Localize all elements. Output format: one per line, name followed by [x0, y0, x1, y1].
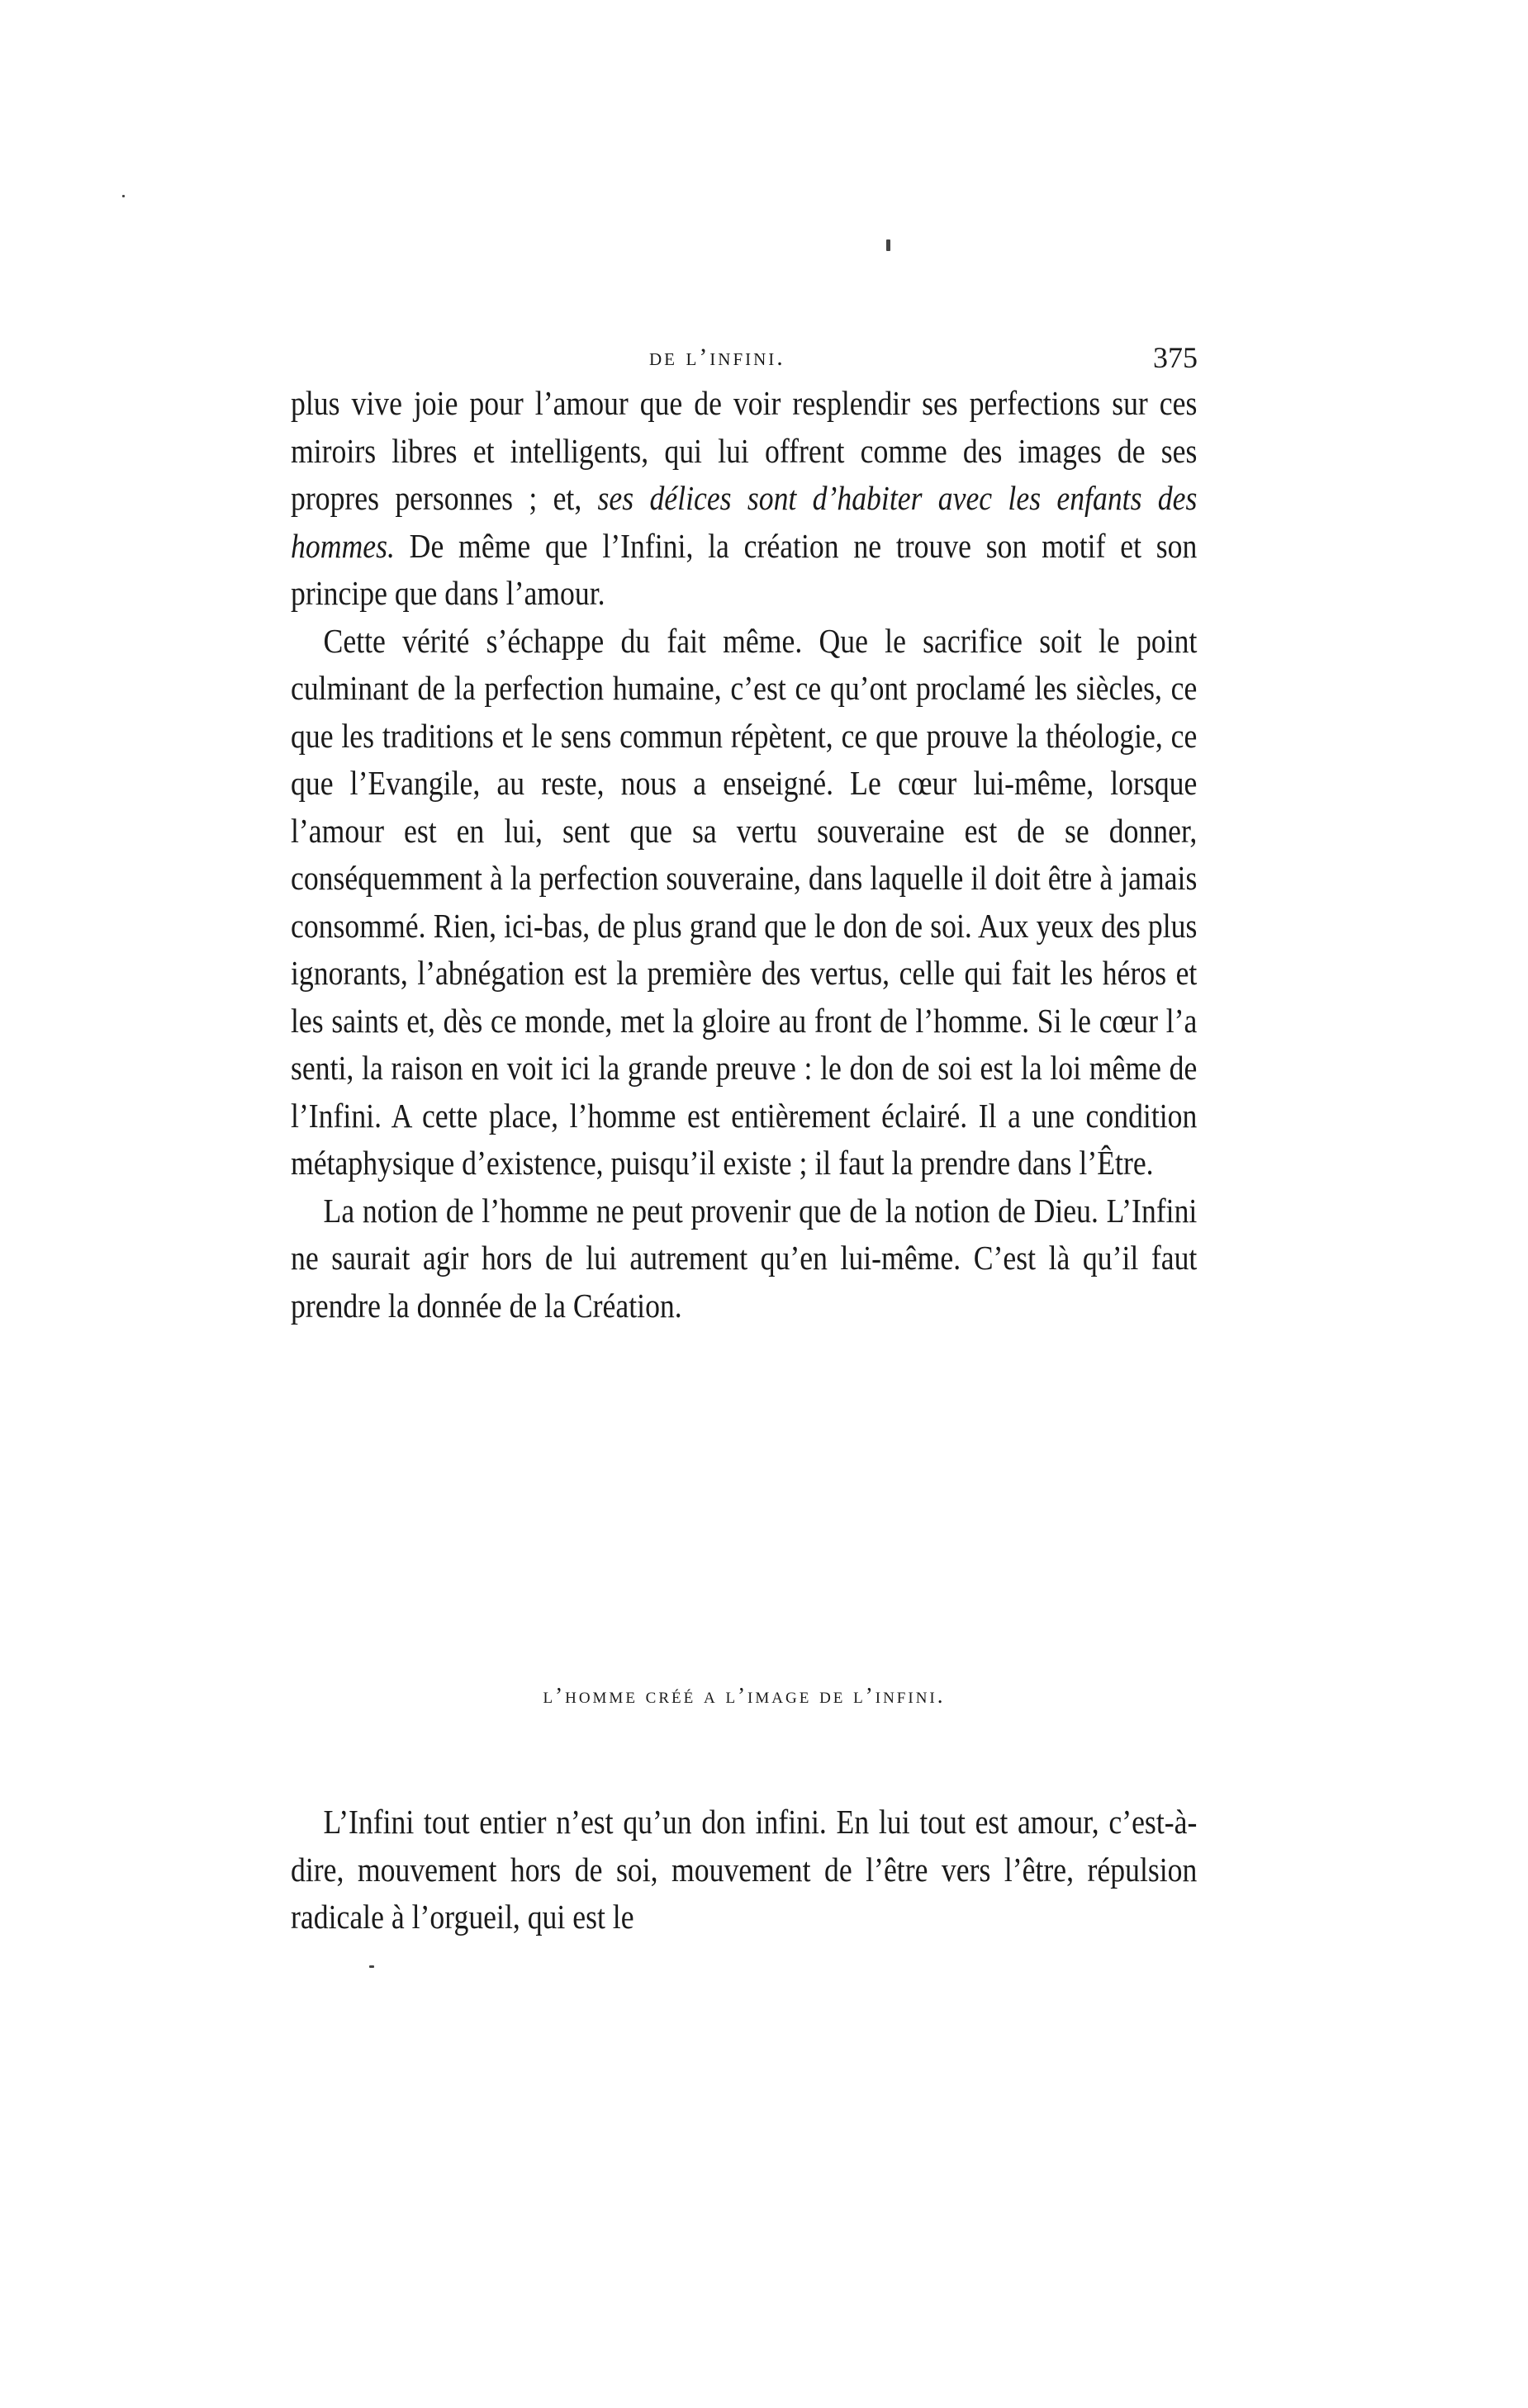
- section-heading: l’homme créé a l’image de l’infini.: [543, 1683, 946, 1708]
- paragraph: L’Infini tout entier n’est qu’un don infini. En lui tout est amour, c’est-à-dire, mouvement hors de soi, mouvement de l’être vers l’être, répulsion radicale à l’orgueil, qui est le: [291, 1803, 1198, 1936]
- main-text: [291, 380, 1198, 1330]
- ink-speck: [886, 239, 890, 251]
- ink-speck: [369, 1965, 374, 1968]
- running-head: [291, 333, 1198, 382]
- page-number: 375: [1153, 341, 1198, 374]
- paragraph-text: plus vive joie pour l’amour que de voir resplendir ses perfections sur ces miroirs libres et intelligents, qui lui offrent comme des images de ses propres personnes ; et,: [291, 384, 1198, 517]
- paragraph: La notion de l’homme ne peut provenir que de la notion de Dieu. L’Infini ne saurait agir hors de lui autrement qu’en lui-même. C’est là qu’il faut prendre la donnée de la Création.: [291, 1191, 1198, 1325]
- paragraph-continued: [291, 380, 1197, 618]
- ink-speck: [122, 195, 125, 197]
- section-text: [291, 1799, 1198, 1941]
- running-title: de l’infini.: [649, 344, 785, 371]
- paragraph-text: De même que l’Infini, la création ne trouve son motif et son principe que dans l’amour.: [291, 526, 1198, 612]
- italic-quotation: ses délices sont d’habiter avec les enfants des hommes.: [291, 479, 1198, 565]
- paragraph: Cette vérité s’échappe du fait même. Que le sacrifice soit le point culminant de la perfection humaine, c’est ce qu’ont proclamé les siècles, ce que les traditions et le sens commun répètent, ce que prouve la théologie, ce que l’Evangile, au reste, nous a enseigné. Le cœur lui-même, lorsque l’amour est en lui, sent que sa vertu souveraine est de se donner, conséquemment à la perfection souveraine, dans laquelle il doit être à jamais consommé. Rien, ici-bas, de plus grand que le don de soi. Aux yeux des plus ignorants, l’abnégation est la première des vertus, celle qui fait les héros et les saints et, dès ce monde, met la gloire au front de l’homme. Si le cœur l’a senti, la raison en voit ici la grande preuve : le don de soi est la loi même de l’Infini. A cette place, l’homme est entièrement éclairé. Il a une condition métaphysique d’existence, puisqu’il existe ; il faut la prendre dans l’Être.: [291, 621, 1198, 1182]
